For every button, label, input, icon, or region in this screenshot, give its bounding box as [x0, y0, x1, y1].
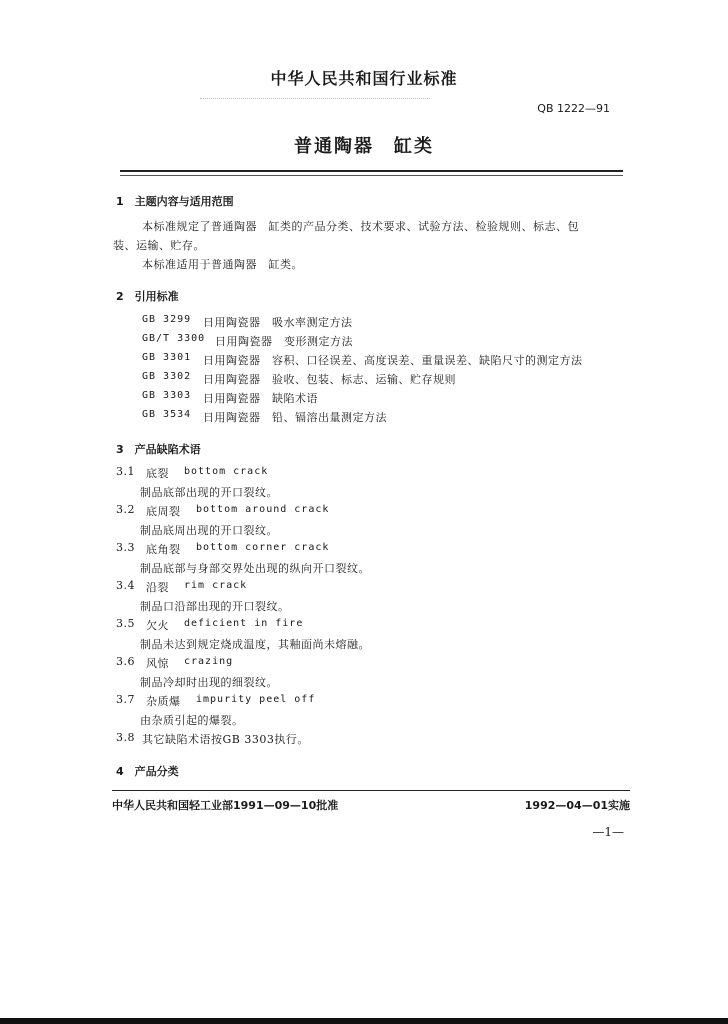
ref-code: GB 3534	[142, 409, 192, 420]
term-english: bottom crack	[184, 466, 269, 477]
term-number: 3.5	[116, 617, 135, 630]
ref-code: GB/T 3300	[142, 333, 206, 344]
ref-code: GB 3302	[142, 371, 192, 382]
standard-category-title: 中华人民共和国行业标准	[270, 69, 458, 88]
ref-text: 日用陶瓷器 验收、包装、标志、运输、贮存规则	[203, 373, 456, 386]
term-name: 底裂	[146, 467, 169, 480]
document-title: 普通陶器 缸类	[294, 136, 434, 157]
section-1-paragraph-line1: 本标准规定了普通陶器 缸类的产品分类、技术要求、试验方法、检验规则、标志、包	[142, 220, 579, 233]
term-name: 底角裂	[146, 543, 181, 556]
section-3-heading: 3 产品缺陷术语	[116, 443, 201, 456]
term-english: bottom around crack	[196, 504, 330, 515]
footer-rule	[112, 790, 630, 791]
term-number: 3.7	[116, 693, 135, 706]
term-english: impurity peel off	[196, 694, 316, 705]
term-name: 欠火	[146, 619, 169, 632]
term-english: crazing	[184, 656, 234, 667]
ref-text: 日用陶瓷器 容积、口径误差、高度误差、重量误差、缺陷尺寸的测定方法	[203, 354, 583, 367]
ref-code: GB 3303	[142, 390, 192, 401]
implementation-date: 1992—04—01实施	[524, 799, 630, 812]
section-1-paragraph-2: 本标准适用于普通陶器 缸类。	[142, 258, 303, 271]
approval-statement: 中华人民共和国轻工业部1991—09—10批准	[112, 799, 339, 812]
title-rule-thin	[120, 175, 623, 176]
term-name: 沿裂	[146, 581, 169, 594]
section-2-heading: 2 引用标准	[116, 290, 179, 303]
term-number: 3.4	[116, 579, 135, 592]
ref-text: 日用陶瓷器 变形测定方法	[215, 335, 353, 348]
term-definition: 制品未达到规定烧成温度，其釉面尚未熔融。	[140, 638, 370, 651]
term-name: 风惊	[146, 657, 169, 670]
ref-code: GB 3301	[142, 352, 192, 363]
section-1-heading: 1 主题内容与适用范围	[116, 195, 234, 208]
ref-text: 日用陶瓷器 吸水率测定方法	[203, 316, 353, 329]
term-closing-clause: 其它缺陷术语按GB 3303执行。	[142, 733, 309, 746]
term-number: 3.3	[116, 541, 135, 554]
page-number: —1—	[592, 825, 624, 839]
term-definition: 制品冷却时出现的细裂纹。	[140, 676, 278, 689]
term-number: 3.8	[116, 731, 135, 744]
term-definition: 制品底周出现的开口裂纹。	[140, 524, 278, 537]
term-number: 3.2	[116, 503, 135, 516]
scan-edge-bar	[0, 1018, 728, 1024]
ref-code: GB 3299	[142, 314, 192, 325]
term-english: bottom corner crack	[196, 542, 330, 553]
section-4-heading: 4 产品分类	[116, 765, 179, 778]
standard-code: QB 1222—91	[537, 102, 610, 115]
term-name: 杂质爆	[146, 695, 181, 708]
term-name: 底周裂	[146, 505, 181, 518]
term-definition: 制品底部与身部交界处出现的纵向开口裂纹。	[140, 562, 370, 575]
ref-text: 日用陶瓷器 缺陷术语	[203, 392, 318, 405]
term-english: deficient in fire	[184, 618, 304, 629]
section-1-paragraph-line2: 装、运输、贮存。	[113, 239, 205, 252]
term-number: 3.1	[116, 465, 135, 478]
term-definition: 制品口沿部出现的开口裂纹。	[140, 600, 290, 613]
term-definition: 制品底部出现的开口裂纹。	[140, 486, 278, 499]
ref-text: 日用陶瓷器 铅、镉溶出量测定方法	[203, 411, 387, 424]
term-definition: 由杂质引起的爆裂。	[140, 714, 244, 727]
title-rule-thick	[120, 170, 623, 172]
term-number: 3.6	[116, 655, 135, 668]
scan-artifact-line	[200, 98, 430, 99]
term-english: rim crack	[184, 580, 248, 591]
